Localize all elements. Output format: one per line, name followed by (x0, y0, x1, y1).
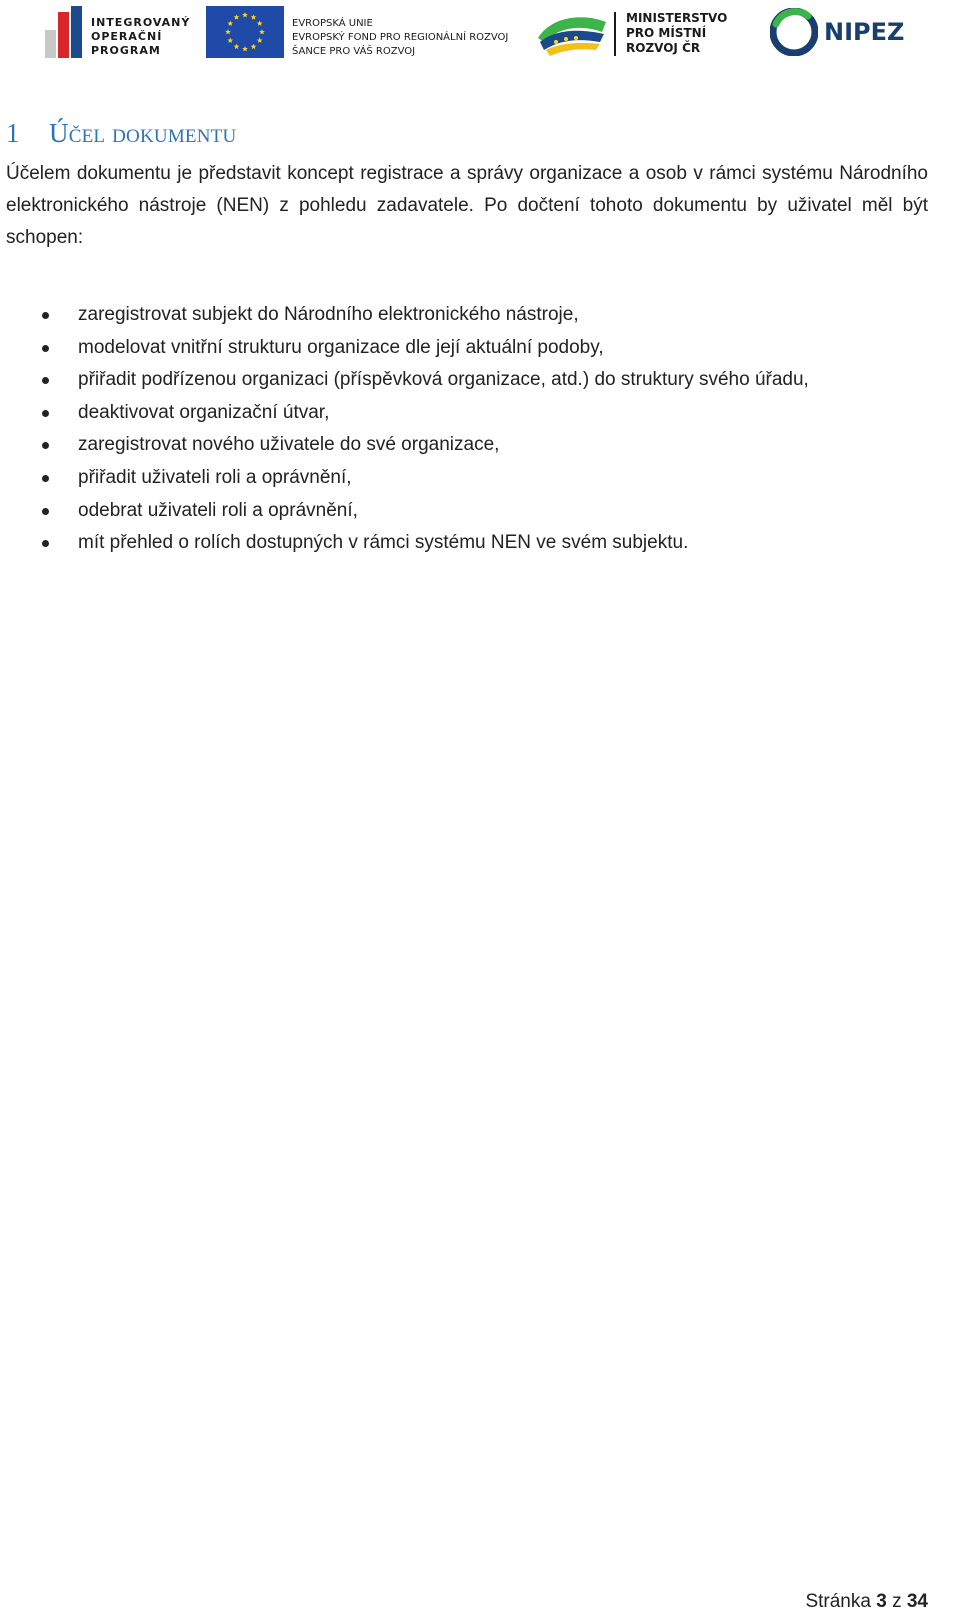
eu-star-icon (242, 12, 248, 17)
eu-star-icon (242, 46, 248, 51)
total-pages-number: 34 (906, 1591, 928, 1612)
list-item (6, 332, 928, 365)
bullet-icon (42, 442, 49, 449)
page-label: Stránka (805, 1591, 871, 1612)
eu-logo-text: EVROPSKÁ UNIE EVROPSKÝ FOND PRO REGIONÁLNÍ ROZVOJ ŠANCE PRO VÁŠ ROZVOJ (292, 18, 509, 57)
document-body (6, 100, 928, 560)
eu-star-icon (225, 29, 231, 34)
iop-bars-icon (45, 6, 87, 58)
iop-logo-text: INTEGROVANÝ OPERAČNÍ PROGRAM (91, 16, 191, 57)
eu-star-icon (257, 38, 263, 43)
mmr-logo-text: MINISTERSTVO PRO MÍSTNÍ ROZVOJ ČR (626, 11, 728, 55)
iop-logo (45, 6, 190, 58)
mmr-divider (614, 12, 616, 56)
eu-star-icon (227, 21, 233, 26)
page-separator: z (892, 1591, 902, 1612)
eu-star-icon (251, 44, 257, 49)
bullet-icon (42, 377, 49, 384)
eu-star-icon (257, 21, 263, 26)
capabilities-list (6, 299, 928, 560)
list-item-text: odebrat uživateli roli a oprávnění, (78, 499, 358, 521)
list-item-text: mít přehled o rolích dostupných v rámci systému NEN ve svém subjektu. (78, 532, 689, 554)
mmr-logo (536, 10, 736, 58)
list-item (6, 429, 928, 462)
list-item (6, 527, 928, 560)
bullet-icon (42, 410, 49, 417)
list-item-text: zaregistrovat subjekt do Národního elektronického nástroje, (78, 304, 579, 325)
nipez-mark-icon (770, 8, 818, 56)
list-item (6, 299, 928, 332)
nipez-logo-text: NIPEZ (824, 18, 905, 46)
eu-star-icon (259, 29, 265, 34)
list-item (6, 397, 928, 430)
list-item-text: přiřadit uživateli roli a oprávnění, (78, 466, 352, 488)
bullet-icon (42, 540, 49, 547)
section-heading (6, 100, 928, 150)
bullet-icon (42, 475, 49, 482)
eu-star-icon (234, 14, 240, 19)
section-number: 1 (6, 118, 20, 148)
eu-star-icon (234, 44, 240, 49)
section-title: Účel dokumentu (49, 118, 237, 148)
intro-paragraph: Účelem dokumentu je představit koncept registrace a správy organizace a osob v rámci systému Národního elektronického nástroje (NEN) z pohledu zadavatele. Po dočtení tohoto dokumentu by uživatel měl být schopen: (6, 163, 928, 248)
bullet-icon (42, 508, 49, 515)
eu-star-icon (251, 14, 257, 19)
list-item-text: modelovat vnitřní strukturu organizace dle její aktuální podoby, (78, 336, 604, 358)
list-item-text: deaktivovat organizační útvar, (78, 401, 330, 423)
eu-star-icon (227, 38, 233, 43)
bullet-icon (42, 312, 49, 319)
page-footer (805, 1587, 928, 1617)
list-item (6, 462, 928, 495)
nipez-logo (770, 8, 905, 58)
eu-flag-icon (206, 6, 284, 58)
bullet-icon (42, 345, 49, 352)
eu-stars-icon (206, 6, 284, 58)
list-item (6, 364, 928, 397)
list-item-text: zaregistrovat nového uživatele do své organizace, (78, 434, 500, 456)
eu-logo (206, 6, 521, 58)
list-item (6, 495, 928, 528)
list-item-text: přiřadit podřízenou organizaci (příspěvková organizace, atd.) do struktury svého úřadu, (78, 369, 809, 391)
page-header (0, 0, 960, 70)
current-page-number: 3 (876, 1591, 887, 1612)
mmr-emblem-icon (536, 12, 608, 56)
